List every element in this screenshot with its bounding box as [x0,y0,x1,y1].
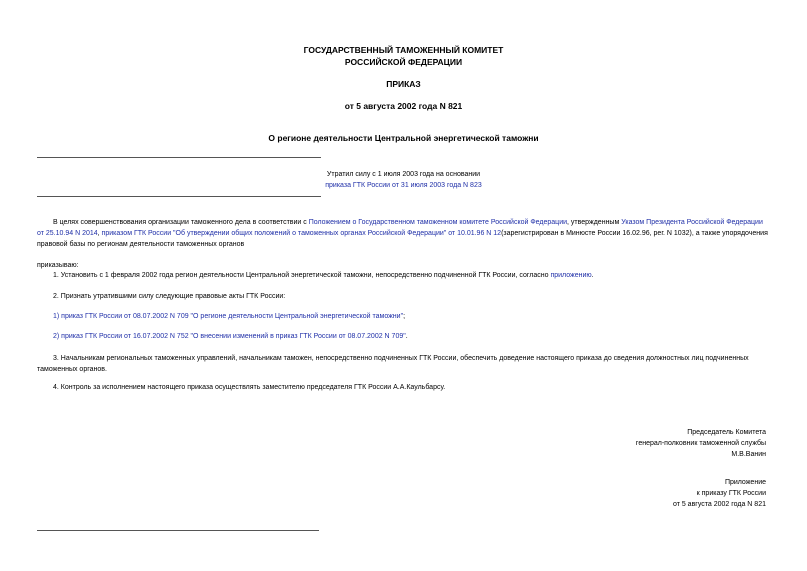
order-word: приказываю: [37,262,79,269]
item-2-1 [53,313,405,320]
divider-bottom [37,530,319,531]
signature-rank: генерал-полковник таможенной службы [635,440,766,447]
appendix-date: от 5 августа 2002 года N 821 [672,501,766,508]
item-3: 3. Начальникам региональных таможенных управлений, начальникам таможен, непосредственно подчиненных ГТК России, обеспечить доведение настоящего приказа до сведения должностных лиц подчиненных таможенных органов. [37,355,749,373]
link-prikaz-709[interactable]: 1) приказ ГТК России от 08.07.2002 N 709 "О регионе деятельности Центральной энергетической таможни" [53,313,404,320]
status-basis-link[interactable]: приказа ГТК России от 31 июля 2003 года N 823 [325,182,482,189]
preamble [37,217,770,250]
item-2: 2. Признать утратившими силу следующие правовые акты ГТК России: [53,293,286,300]
divider-status [37,196,321,197]
item-1-end: . [591,272,594,279]
item-2-1-end: ; [403,313,406,320]
item-2-2-end: . [405,333,408,340]
doc-type: ПРИКАЗ [386,79,421,89]
signature-block [500,427,766,460]
doc-title: О регионе деятельности Центральной энергетической таможни [268,133,539,143]
link-ukaz[interactable]: Указом Президента Российской Федерации от 25.10.94 N 2014 [37,219,763,237]
link-prikaz-752[interactable]: 2) приказ ГТК России от 16.07.2002 N 752 "О внесении изменений в приказ ГТК России от 08.07.2002 N 709" [53,333,406,340]
preamble-text-1: В целях совершенствования организации таможенного дела в соответствии с [53,219,309,226]
link-polozhenie[interactable]: Положением о Государственном таможенном комитете Российской Федерации [308,219,568,226]
org-name-line2: РОССИЙСКОЙ ФЕДЕРАЦИИ [344,57,463,67]
doc-date: от 5 августа 2002 года N 821 [344,101,463,111]
appendix-block [500,477,766,510]
item-1 [53,272,594,279]
item-1-text: 1. Установить с 1 февраля 2002 года регион деятельности Центральной энергетической таможни, непосредственно подчиненной ГТК России, согласно [53,272,551,279]
signature-name: М.В.Ванин [731,451,766,458]
appendix-ref: к приказу ГТК России [696,490,766,497]
appendix-title: Приложение [724,479,766,486]
signature-position: Председатель Комитета [687,429,766,436]
preamble-text-2: , утвержденным [567,219,622,226]
link-appendix[interactable]: приложению [550,272,592,279]
link-prikaz-12[interactable]: приказом ГТК России "Об утверждении общих положений о таможенных органах Российской Федерации" от 10.01.96 N 12 [101,230,502,237]
divider-top [37,157,321,158]
status-lost-force: Утратил силу с 1 июля 2003 года на основании [326,171,481,178]
item-2-2 [53,333,408,340]
item-4: 4. Контроль за исполнением настоящего приказа осуществлять заместителю председателя ГТК России А.А.Каульбарсу. [53,384,446,391]
preamble-text-4: (зарегистрирован в Минюсте России 16.02.96, рег. N 1032), а также упорядочения правовой базы по регионам деятельности таможенных органов [37,230,768,248]
preamble-text-3: , [97,230,102,237]
org-name-line1: ГОСУДАРСТВЕННЫЙ ТАМОЖЕННЫЙ КОМИТЕТ [303,45,504,55]
